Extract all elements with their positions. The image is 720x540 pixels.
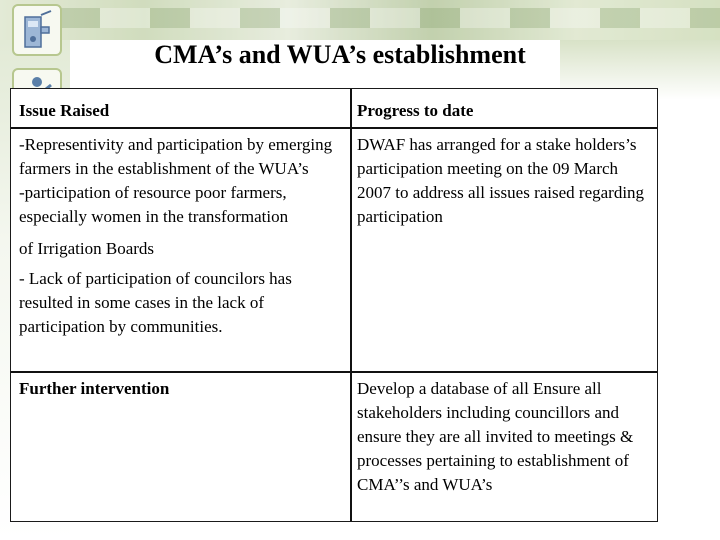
further-intervention-label: Further intervention <box>19 379 170 398</box>
issue-paragraph: of Irrigation Boards <box>19 239 155 258</box>
column-divider <box>350 89 352 521</box>
header-divider <box>11 127 657 129</box>
issue-paragraph: -participation of resource poor farmers, especially women in the transformation <box>19 183 289 226</box>
progress-cell: DWAF has arranged for a stake holders’s participation meeting on the 09 March 2007 to address all issues raised regarding participation <box>357 135 645 226</box>
header-issue-raised: Issue Raised <box>19 101 110 120</box>
issue-paragraph: - Lack of participation of councilors has resulted in some cases in the lack of participation by communities. <box>19 269 292 336</box>
row-divider <box>11 371 657 373</box>
header-progress-to-date: Progress to date <box>357 101 474 120</box>
issue-paragraph: -Representivity and participation by emerging farmers in the establishment of the WUA’s <box>19 135 333 178</box>
slide-title: CMA’s and WUA’s establishment <box>154 40 526 69</box>
issue-raised-cell <box>19 133 347 339</box>
further-intervention-text: Develop a database of all Ensure all stakeholders including councillors and ensure they are all invited to meetings & processes pertaining to establishment of CMA’’s and WUA’s <box>357 379 634 494</box>
header-decoration <box>0 0 720 40</box>
progress-table <box>10 88 658 522</box>
